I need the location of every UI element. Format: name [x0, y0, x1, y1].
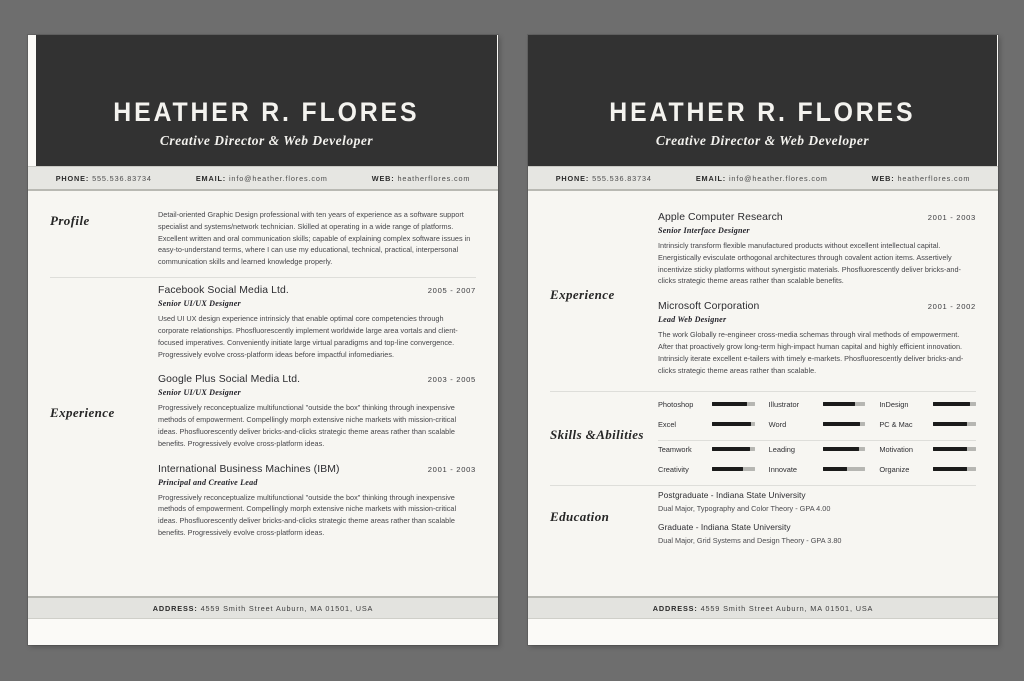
skills-content — [658, 396, 976, 476]
address-value: 4559 Smith Street Auburn, MA 01501, USA — [700, 603, 874, 613]
contact-email-value: info@heather.flores.com — [728, 173, 828, 183]
entry-head — [658, 301, 976, 312]
education-detail: Dual Major, Grid Systems and Design Theory - GPA 3.80 — [658, 535, 842, 545]
education-entry — [658, 522, 976, 545]
education-detail: Dual Major, Typography and Color Theory - GPA 4.00 — [658, 503, 831, 513]
page1-header-wrap — [28, 35, 498, 166]
page1-spacer — [50, 553, 476, 596]
entry-head — [158, 464, 476, 475]
entry-description: Progressively reconceptualize multifunctional "outside the box" thinking through inexpensive methods of empowerment. Compellingly morph extensive niche markets with mission-critical ideas. Phosfluorescently deliver bricks-and-clicks strategic theme areas rather than scalable benefits. Progressively evolve cross-platform ideas. — [158, 492, 457, 537]
contact-phone-label: PHONE: — [55, 173, 90, 183]
skill-name: Excel — [658, 419, 677, 429]
skill-name: Leading — [768, 444, 795, 454]
skill-item — [879, 445, 976, 454]
page1-footer-tail — [28, 619, 498, 645]
contact-phone-value: 555.536.83734 — [92, 173, 152, 183]
skill-track — [712, 447, 755, 451]
skill-track — [823, 402, 866, 406]
entry-description: Progressively reconceptualize multifunctional "outside the box" thinking through inexpensive methods of empowerment. Compellingly morph extensive niche markets with mission-critical ideas. Phosfluorescently deliver bricks-and-clicks strategic theme areas rather than scalable benefits. Progressively evolve cross-platform ideas. — [158, 403, 457, 448]
education-title: Graduate - Indiana State University — [658, 521, 791, 532]
skills-group-abilities — [658, 441, 976, 476]
entry-role: Principal and Creative Lead — [158, 477, 258, 487]
experience-entry — [658, 298, 976, 381]
contact-web — [872, 174, 971, 183]
section-label-profile: Profile — [50, 213, 90, 228]
skill-name: InDesign — [879, 399, 909, 409]
contact-web — [372, 174, 471, 183]
section-experience-page2 — [550, 205, 976, 391]
experience-entry — [158, 461, 476, 544]
skill-name: Photoshop — [658, 399, 694, 409]
skill-fill — [712, 447, 750, 451]
skill-track — [933, 402, 976, 406]
skills-grid-software — [658, 400, 976, 429]
skill-item — [769, 420, 866, 429]
skill-fill — [823, 422, 861, 426]
skill-name: Word — [768, 419, 787, 429]
skill-fill — [712, 467, 743, 471]
skills-label-line2: Abilities — [596, 427, 644, 443]
address-label: ADDRESS: — [152, 603, 198, 613]
page1-name: HEATHER R. FLORES — [113, 97, 420, 127]
entry-company: Facebook Social Media Ltd. — [158, 285, 289, 297]
address-value: 4559 Smith Street Auburn, MA 01501, USA — [200, 603, 374, 613]
contact-phone-label: PHONE: — [555, 173, 590, 183]
page2-header — [528, 35, 997, 166]
skill-track — [823, 422, 866, 426]
experience-entry — [158, 282, 476, 365]
page2-contact-bar — [528, 166, 998, 191]
entry-description: Intrinsicly transform flexible manufactured products without excellent intellectual capital. Energistically evisculate orthogonal architectures through covalent action items. Assertively incentivize sticky platforms without synergistic materials. Phosfluorescently deliver bricks-and-clicks strategic theme areas rather than scalable benefits. — [658, 241, 961, 286]
resume-page-2 — [528, 35, 998, 645]
entry-dates: 2001 - 2002 — [927, 302, 976, 312]
page1-contact-bar — [28, 166, 498, 191]
skill-item — [879, 400, 976, 409]
profile-text: Detail-oriented Graphic Design professional with ten years of experience as a software support specialist and systems/network technician. Skilled at operating in a wide range of platforms. Excellent written and oral communication skills; capable of explaining complex software issues in easy-to-understand terms, where I can use my educational, technical, practical, interpersonal communication skills and learned knowledge properly. — [158, 210, 471, 267]
education-entry — [658, 490, 976, 513]
experience-entries-page2 — [658, 209, 976, 382]
contact-email — [196, 174, 328, 183]
section-label-experience: Experience — [550, 287, 615, 303]
education-content — [658, 490, 976, 545]
skill-item — [769, 445, 866, 454]
entry-dates: 2003 - 2005 — [427, 375, 476, 385]
skill-item — [658, 445, 755, 454]
entry-dates: 2001 - 2003 — [927, 213, 976, 222]
page1-tagline: Creative Director & Web Developer — [159, 133, 374, 148]
experience-entry — [658, 209, 976, 292]
page2-spacer — [550, 554, 976, 597]
education-title: Postgraduate - Indiana State University — [658, 489, 806, 500]
entry-company: Microsoft Corporation — [658, 301, 760, 313]
skill-track — [933, 467, 976, 471]
skill-fill — [823, 467, 848, 471]
entry-role: Senior UI/UX Designer — [158, 388, 241, 398]
page2-name: HEATHER R. FLORES — [609, 97, 916, 127]
entry-head — [658, 212, 976, 223]
address-label: ADDRESS: — [652, 603, 698, 613]
skill-track — [933, 422, 976, 426]
skill-item — [769, 465, 866, 474]
skills-group-software — [658, 396, 976, 431]
section-label-skills — [550, 396, 658, 476]
page2-address-bar — [528, 596, 998, 619]
section-label-education: Education — [550, 508, 610, 524]
section-profile — [50, 205, 476, 277]
skill-name: PC & Mac — [879, 419, 913, 429]
contact-email — [696, 174, 828, 183]
skill-track — [933, 447, 976, 451]
page2-tagline: Creative Director & Web Developer — [655, 133, 870, 148]
entry-role: Senior UI/UX Designer — [158, 299, 241, 309]
resume-page-1 — [28, 35, 498, 645]
entry-company: Apple Computer Research — [658, 212, 783, 223]
contact-web-label: WEB: — [371, 173, 395, 183]
skill-name: Innovate — [768, 464, 798, 474]
skill-item — [658, 465, 755, 474]
entry-description: Used UI UX design experience intrinsicly that enable optimal core competencies through corporate relationships. Phosfluorescently implement worldwide large area vortals and client-focused imperatives. Conveniently initiate large virtual paradigms and top-line convergence. Progressively evolve cross-platform ideas before impactful infomediaries. — [158, 314, 458, 359]
skill-item — [879, 420, 976, 429]
section-skills — [550, 391, 976, 485]
contact-phone — [556, 174, 652, 183]
entry-dates: 2001 - 2003 — [427, 464, 476, 474]
skill-item — [658, 400, 755, 409]
skills-grid-abilities — [658, 445, 976, 474]
page2-body — [528, 191, 998, 596]
entry-head — [158, 285, 476, 296]
page1-body — [28, 191, 498, 596]
entry-company: Google Plus Social Media Ltd. — [158, 374, 301, 386]
page2-header-wrap — [528, 35, 998, 166]
entry-dates: 2005 - 2007 — [427, 286, 476, 296]
entry-head — [158, 374, 476, 385]
skill-track — [712, 422, 755, 426]
page1-header — [36, 35, 497, 166]
skill-fill — [933, 447, 966, 451]
skill-fill — [823, 447, 859, 451]
contact-phone — [56, 174, 152, 183]
skill-track — [712, 467, 755, 471]
skill-item — [769, 400, 866, 409]
skill-item — [879, 465, 976, 474]
contact-email-value: info@heather.flores.com — [228, 173, 328, 183]
entry-description: The work Globally re-engineer cross-media schemas through viral methods of empowerment. After that proactively grow long-term high-impact human capital and highly efficient innovation. Intrinsicly iterate excellent e-tailers with timely e-markets. Phosfluorescently deliver bricks-and-clicks strategic theme areas rather than scalable. — [658, 330, 964, 375]
contact-web-value: heatherflores.com — [397, 173, 471, 183]
skill-name: Organize — [879, 464, 910, 474]
skill-fill — [823, 402, 855, 406]
skill-track — [823, 447, 866, 451]
skill-name: Motivation — [879, 444, 914, 454]
page2-footer-tail — [528, 619, 998, 645]
contact-email-label: EMAIL: — [195, 173, 227, 183]
contact-web-label: WEB: — [871, 173, 895, 183]
skill-track — [712, 402, 755, 406]
skill-track — [823, 467, 866, 471]
page1-address-bar — [28, 596, 498, 619]
entry-role: Senior Interface Designer — [658, 226, 750, 235]
skill-fill — [933, 467, 967, 471]
entry-company: International Business Machines (IBM) — [158, 463, 340, 475]
skills-label-line1: Skills & — [550, 427, 597, 443]
skill-fill — [933, 422, 966, 426]
skill-name: Teamwork — [658, 444, 692, 454]
experience-entries-page1 — [158, 282, 476, 544]
section-experience-page1 — [50, 277, 476, 553]
skill-fill — [933, 402, 969, 406]
entry-role: Lead Web Designer — [658, 315, 727, 325]
section-label-experience: Experience — [50, 404, 115, 420]
skill-fill — [712, 422, 751, 426]
contact-phone-value: 555.536.83734 — [592, 173, 652, 183]
skill-name: Creativity — [658, 464, 689, 474]
contact-email-label: EMAIL: — [695, 173, 727, 183]
profile-content — [158, 209, 476, 268]
skill-item — [658, 420, 755, 429]
skill-fill — [712, 402, 747, 406]
skill-name: Illustrator — [768, 399, 800, 409]
section-education — [550, 485, 976, 554]
contact-web-value: heatherflores.com — [897, 173, 971, 183]
experience-entry — [158, 371, 476, 454]
